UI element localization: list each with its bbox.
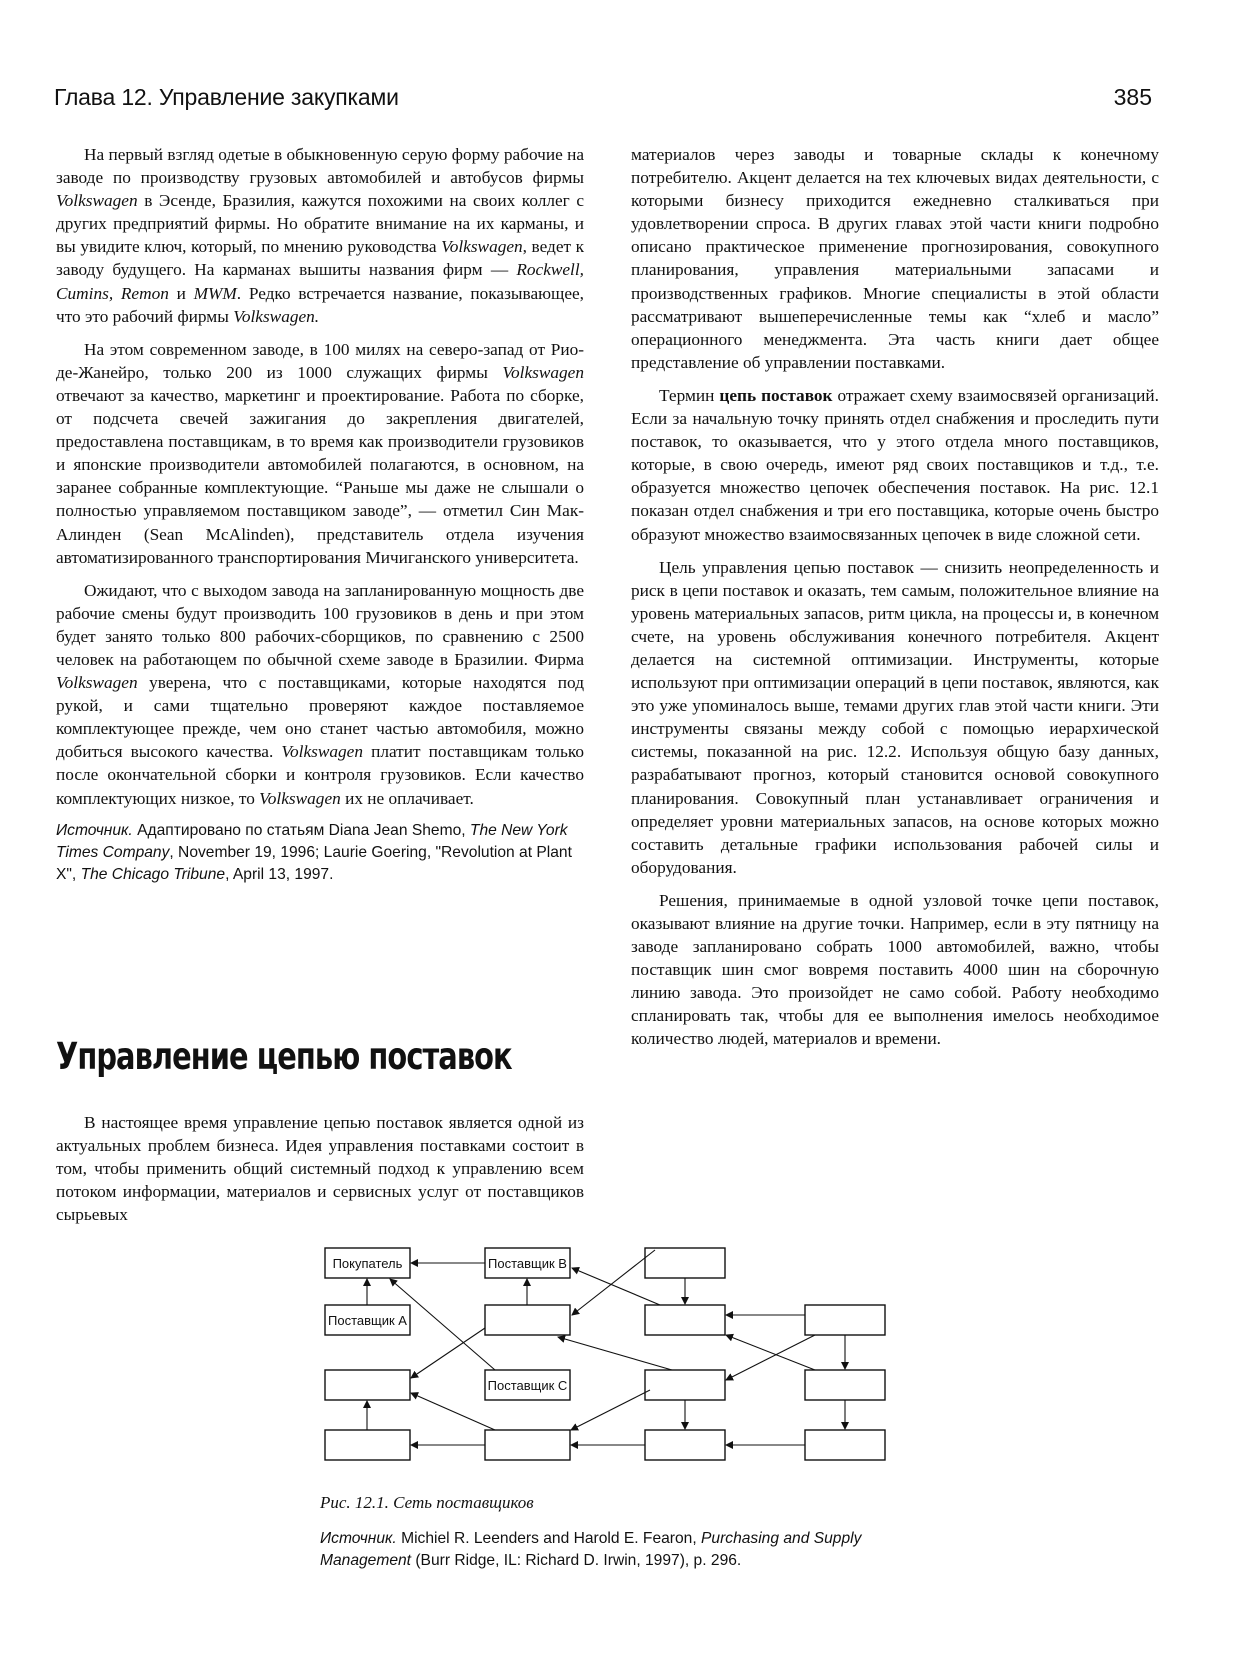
paragraph: На первый взгляд одетые в обыкновенную серую форму рабочие на заводе по производству грузовых автомобилей и автобусов фирмы Volkswagen в Эсенде, Бразилия, кажутся похожими на своих коллег с других предприятий фирмы. Но обратите внимание на их карманы, и вы увидите ключ, который, по мнению руководства Volkswagen, ведет к заводу будущего. На карманах вышиты названия фирм — Rockwell, Cumins, Remon и MWM. Редко встречается название, показывающее, что это рабочий фирмы Volkswagen. [56,145,585,326]
buyer-label: Покупатель [332,1256,403,1271]
supplier-network-diagram [320,1240,900,1485]
running-header [54,84,1152,120]
section-heading: Управление цепью поставок [56,1035,512,1078]
network-node-box [805,1305,885,1335]
paragraph: На этом современном заводе, в 100 милях на северо-запад от Рио-де-Жанейро, только 200 из 1000 служащих фирмы Volkswagen отвечают за качество, маркетинг и проектирование. Работа по сборке, от подсчета свечей зажигания до закрепления двигателей, предоставлена поставщикам, в то время как производители грузовиков и японские производители автомобилей полагаются, в основном, на заранее собранные комплектующие. “Раньше мы даже не слышали о полностью управляемом поставщиком заводе”, — отметил Син Мак-Алинден (Sean McAlinden), представитель отдела изучения автоматизированного транспортирования Мичиганского университета. [56,339,584,567]
figure-source: Источник. Michiel R. Leenders and Harold E. Fearon, Purchasing and Supply Management (Burr Ridge, IL: Richard D. Irwin, 1997), p. 296. [320,1530,862,1569]
article-source: Источник. Адаптировано по статьям Diana Jean Shemo, The New York Times Company, November 19, 1996; Laurie Goering, "Revolution at Plant X", The Chicago Tribune, April 13, 1997. [56,821,572,883]
network-node-box [645,1305,725,1335]
chapter-title: Глава 12. Управление закупками [54,84,399,110]
paragraph: Ожидают, что с выходом завода на запланированную мощность две рабочие смены будут производить 100 грузовиков в день и при этом будет занято только 800 рабочих-сборщиков, по сравнению с 2500 человек на работающем по обычной схеме заводе в Бразилии. Фирма Volkswagen уверена, что с поставщиками, которые находятся под рукой, и сами тщательно проверяют каждое поставляемое комплектующее прежде, чем оно станет частью автомобиля, можно добиться высокого качества. Volkswagen платит поставщикам только после окончательной сборки и контроля грузовиков. Если качество комплектующих низкое, то Volkswagen их не оплачивает. [56,580,584,808]
network-node-box [325,1430,410,1460]
network-node-box [485,1305,570,1335]
supplier-a-label: Поставщик А [328,1313,407,1328]
supplier-c-label: Поставщик С [487,1378,568,1393]
network-node-box [645,1430,725,1460]
paragraph: В настоящее время управление цепью поставок является одной из актуальных проблем бизнеса. Идея управления поставками состоит в том, чтобы применить общий системный подход к управлению всем потоком информации, материалов и сервисных услуг от поставщиков сырьевых [56,1113,584,1225]
paragraph: Решения, принимаемые в одной узловой точке цепи поставок, оказывают влияние на другие точки. Например, если в эту пятницу на заводе запланировано собрать 1000 автомобилей, важно, чтобы поставщик шин смог вовремя поставить 4000 шин на сборочную линию завода. Это произойдет не само собой. Работу необходимо спланировать так, чтобы для ее выполнения имелось необходимое количество людей, материалов и времени. [631,890,1159,1049]
right-column [631,143,1159,1061]
figure-caption: Рис. 12.1. Сеть поставщиков [320,1493,534,1512]
network-node-box [325,1370,410,1400]
paragraph: Термин цепь поставок отражает схему взаимосвязей организаций. Если за начальную точку принять отдел снабжения и проследить пути поставок, то оказывается, что у этого отдела много поставщиков, которые, в свою очередь, имеют ряд своих поставщиков и т.д., т.е. образуется множество цепочек обеспечения поставок. На рис. 12.1 показан отдел снабжения и три его поставщика, которые очень быстро образуют множество взаимосвязанных цепочек в виде сложной сети. [631,385,1159,544]
section-intro [56,1111,584,1236]
network-node-box [645,1370,725,1400]
paragraph: материалов через заводы и товарные склады к конечному потребителю. Акцент делается на тех ключевых видах деятельности, с которыми бизнесу приходится ежедневно сталкиваться при удовлетворении спроса. В других главах этой части книги подробно описано практическое применение прогнозирования, совокупного планирования, управления материальными запасами и производственных графиков. Многие специалисты в этой области рассматривают вышеперечисленные темы как “хлеб и масло” операционного менеджмента. Эта часть книги дает общее представление об управлении поставками. [631,145,1159,372]
paragraph: Цель управления цепью поставок — снизить неопределенность и риск в цепи поставок и оказать, тем самым, положительное влияние на уровень материальных запасов, ритм цикла, на процессы и, в конечном счете, на уровень обслуживания конечного потребителя. Акцент делается на системной оптимизации. Инструменты, которые используют при оптимизации операций в цепи поставок, являются, как это уже упоминалось выше, темами других глав этой части книги. Эти инструменты связаны между собой с помощью иерархической системы, показанной на рис. 12.2. Используя общую базу данных, разрабатывают прогноз, который становится основой совокупного планирования. Совокупный план устанавливает ограничения и определяет уровни материальных запасов, на основе которых можно составить детальные графики использования рабочей силы и оборудования. [631,557,1159,877]
network-node-box [805,1430,885,1460]
supplier-b-label: Поставщик В [488,1256,567,1271]
network-node-box [805,1370,885,1400]
network-node-box [485,1430,570,1460]
page-number: 385 [1113,84,1152,110]
network-node-box [645,1248,725,1278]
left-column [56,143,584,896]
